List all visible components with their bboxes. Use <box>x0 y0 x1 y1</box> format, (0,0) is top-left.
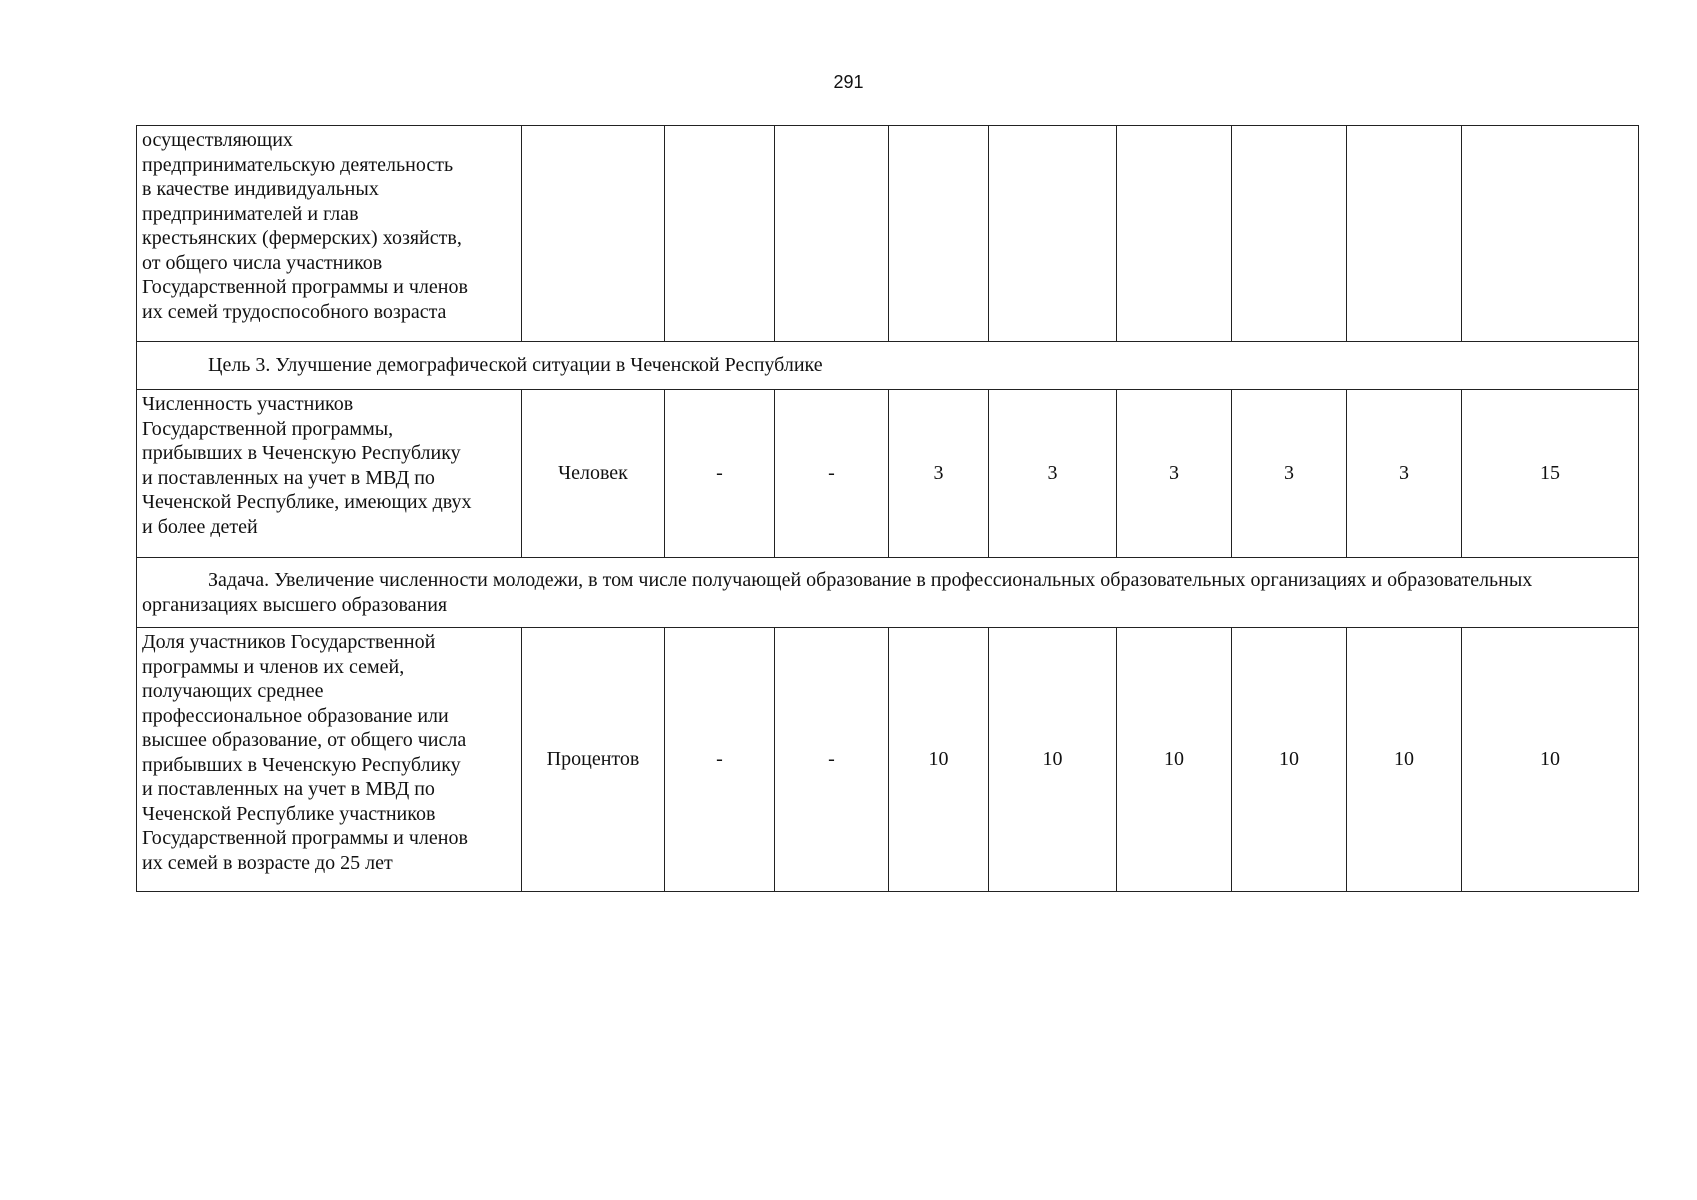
value-cell <box>1462 126 1639 342</box>
indicator-name: Доля участников Государственной программы и членов их семей, получающих среднее профессиональное образование или высшее образование, от общего числа прибывших в Чеченскую Республику и поставленных на учет в МВД по Чеченской Республике участников Государственной программы и членов их семей в возрасте до 25 лет <box>137 628 522 892</box>
table-section-row <box>137 342 1639 390</box>
unit-cell <box>522 126 665 342</box>
value-cell: - <box>775 390 889 558</box>
indicators-table <box>136 125 1639 892</box>
value-cell: 3 <box>1117 390 1232 558</box>
value-cell: 3 <box>1347 390 1462 558</box>
task-heading-text: Задача. Увеличение численности молодежи, в том числе получающей образование в профессиональных образовательных организациях и образовательных организациях высшего образования <box>142 569 1533 616</box>
table-row <box>137 390 1639 558</box>
value-cell: 10 <box>1232 628 1347 892</box>
table-row <box>137 628 1639 892</box>
page-number: 291 <box>833 72 864 92</box>
value-cell: 3 <box>889 390 989 558</box>
value-cell <box>1232 126 1347 342</box>
table-section-row <box>137 558 1639 628</box>
value-cell: - <box>665 390 775 558</box>
goal-heading-text: Цель 3. Улучшение демографической ситуации в Чеченской Республике <box>208 354 823 377</box>
value-cell: - <box>665 628 775 892</box>
value-cell: - <box>775 628 889 892</box>
indicator-name: осуществляющих предпринимательскую деятельность в качестве индивидуальных предпринимателей и глав крестьянских (фермерских) хозяйств, от общего числа участников Государственной программы и членов их семей трудоспособного возраста <box>137 126 522 342</box>
section-heading <box>137 558 1639 628</box>
value-cell: 10 <box>1117 628 1232 892</box>
table-row <box>137 126 1639 342</box>
value-cell <box>775 126 889 342</box>
value-cell: 10 <box>1462 628 1639 892</box>
value-cell: 3 <box>989 390 1117 558</box>
value-cell <box>1117 126 1232 342</box>
section-heading <box>137 342 1639 390</box>
value-cell: 10 <box>989 628 1117 892</box>
unit-cell: Человек <box>522 390 665 558</box>
value-cell <box>665 126 775 342</box>
value-cell: 10 <box>889 628 989 892</box>
unit-cell: Процентов <box>522 628 665 892</box>
value-cell: 3 <box>1232 390 1347 558</box>
value-cell <box>1347 126 1462 342</box>
value-cell <box>989 126 1117 342</box>
value-cell: 10 <box>1347 628 1462 892</box>
value-cell <box>889 126 989 342</box>
indicator-name: Численность участников Государственной программы, прибывших в Чеченскую Республику и поставленных на учет в МВД по Чеченской Республике, имеющих двух и более детей <box>137 390 522 558</box>
value-cell: 15 <box>1462 390 1639 558</box>
